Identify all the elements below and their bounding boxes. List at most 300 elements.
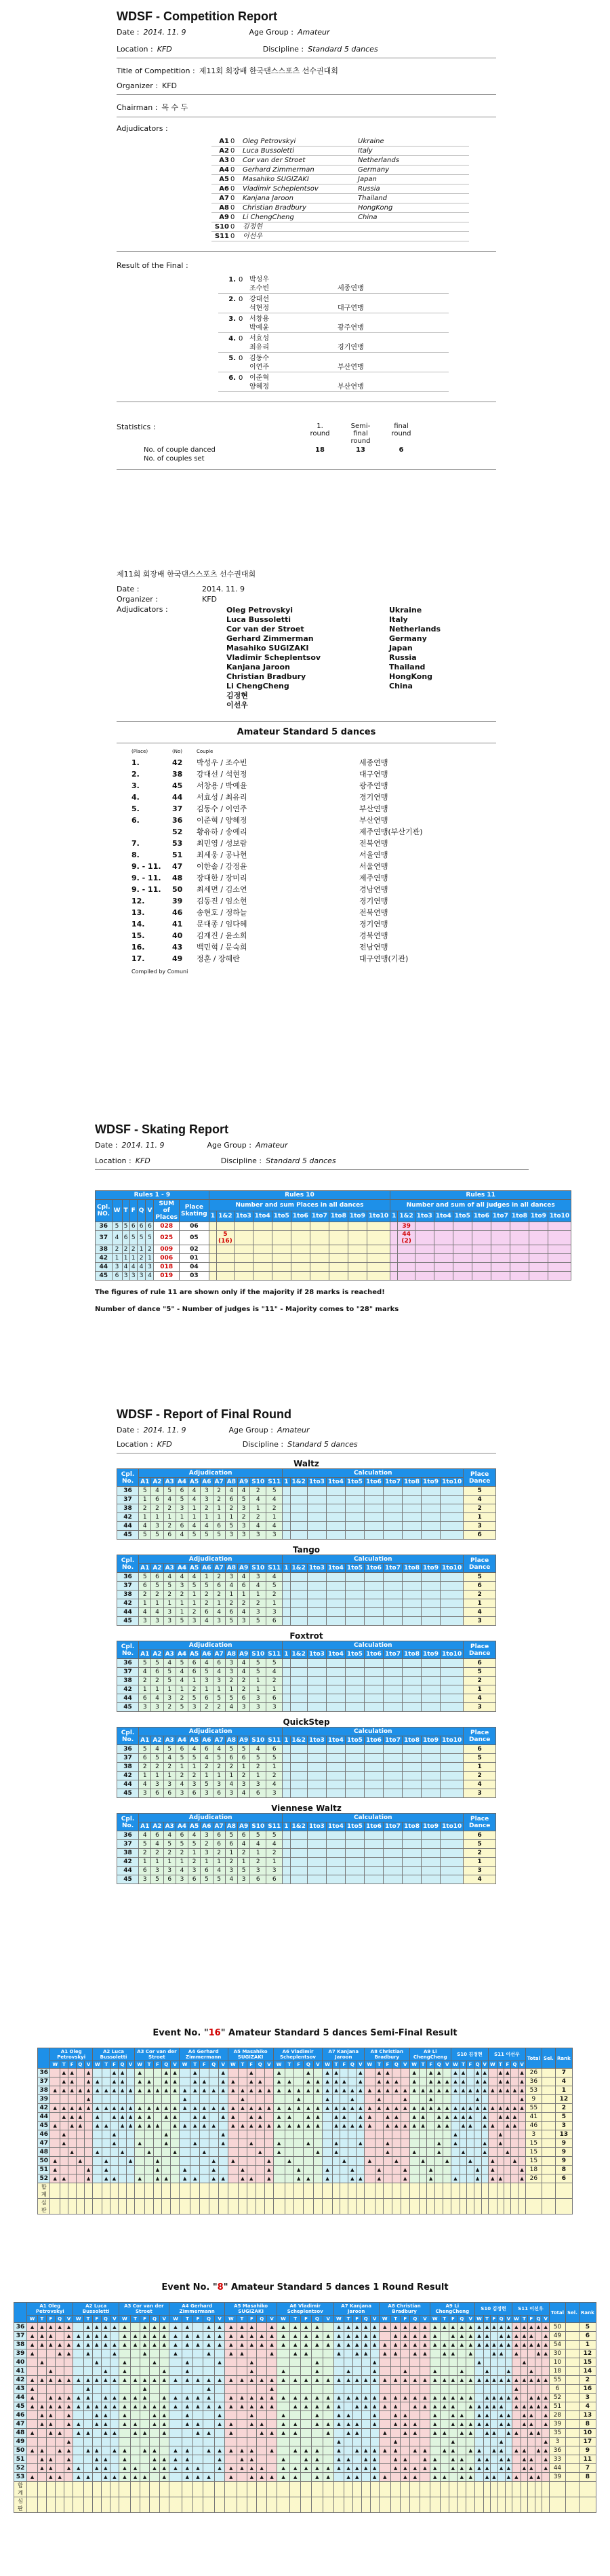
footer-cell [497, 2199, 504, 2214]
h-dance: V [214, 2316, 225, 2323]
judge-mark [357, 2130, 365, 2139]
judge-mark: ▲ [361, 2464, 370, 2473]
r11-cell [453, 1245, 472, 1254]
judge-mark: ▲ [159, 2323, 169, 2332]
dance-row [117, 1694, 496, 1703]
judge-mark: ▲ [273, 2139, 285, 2148]
judge-mark [190, 2166, 200, 2174]
judge-mark [153, 2113, 161, 2122]
judge-mark: ▲ [225, 2464, 237, 2473]
judge-mark [451, 2166, 460, 2174]
judge-mark: ▲ [247, 2174, 256, 2183]
judge-mark: ▲ [379, 2473, 390, 2482]
judge-mark [449, 2367, 458, 2376]
judge-mark [169, 2420, 182, 2429]
judge-mark [150, 2367, 160, 2376]
rl-couple: 백민혁 / 문숙희 [197, 943, 247, 952]
calc-cell [441, 1496, 464, 1504]
judge-mark [179, 2130, 190, 2139]
dance-row [117, 1831, 496, 1840]
r11-cell [510, 1245, 529, 1254]
judge-mark: 1 [163, 1599, 176, 1608]
calc-cell [307, 1840, 326, 1849]
judge-mark: ▲ [392, 2122, 401, 2130]
judge-mark: ▲ [60, 2069, 68, 2077]
r10-cell [209, 1222, 216, 1231]
judge-mark [46, 2358, 55, 2367]
judge-mark [521, 2429, 527, 2438]
judge-mark: ▲ [76, 2122, 84, 2130]
judge-mark: ▲ [169, 2332, 182, 2341]
footer-cell [410, 2497, 420, 2513]
judge-mark: ▲ [466, 2464, 475, 2473]
h-calc-col: 1to4 [326, 1478, 345, 1487]
r11-cell: 39 [398, 1222, 415, 1231]
judge-mark [375, 2130, 384, 2139]
judge-mark: ▲ [209, 2166, 218, 2174]
h-dance: F [192, 2316, 203, 2323]
rl-no: 38 [172, 770, 183, 779]
footer-cell [518, 2183, 525, 2199]
cpl-no: 46 [38, 2130, 50, 2139]
footer-cell [277, 2497, 289, 2513]
footer-cell [301, 2482, 312, 2497]
cpl-no: 37 [117, 1668, 139, 1677]
judge-mark: 3 [237, 1531, 249, 1540]
judge-mark: ▲ [145, 2104, 153, 2113]
calc-cell [326, 1496, 345, 1504]
judge-mark [427, 2113, 435, 2122]
footer-cell [228, 2183, 239, 2199]
judge-mark: 6 [213, 1789, 225, 1798]
r11-cell [453, 1231, 472, 1245]
footer-cell [483, 2482, 490, 2497]
r11-cell: 44 (2) [398, 1231, 415, 1245]
judge-mark: 5 [250, 1754, 266, 1763]
rl-adjudicator-name: Kanjana Jaroon [226, 663, 290, 671]
rl-couple: 최민영 / 성보람 [197, 839, 247, 848]
h-judge: A8 [225, 1822, 237, 1831]
judge-mark [348, 2077, 357, 2086]
cpl-no: 53 [14, 2473, 27, 2482]
judge-mark [118, 2157, 126, 2166]
dance-table [117, 1727, 496, 1798]
place-dance: 5 [464, 1573, 496, 1582]
r11-cell [434, 1272, 453, 1281]
h-cpl-no: Cpl. No. [117, 1641, 139, 1659]
judge-mark: ▲ [449, 2323, 458, 2332]
judge-mark [257, 2358, 267, 2367]
judge-mark [323, 2438, 333, 2446]
adv-row [14, 2402, 596, 2411]
footer-cell [110, 2482, 119, 2497]
judge-mark: ▲ [301, 2455, 312, 2464]
r10-cell [217, 1222, 235, 1231]
rl-no: 43 [172, 943, 183, 952]
result-row [218, 334, 449, 343]
judge-mark [542, 2385, 549, 2394]
dance-place: 3 [122, 1272, 129, 1281]
judge-mark [55, 2332, 64, 2341]
judge-mark: ▲ [512, 2429, 521, 2438]
judge-mark [542, 2358, 549, 2367]
judge-mark: 6 [213, 1582, 225, 1591]
h-judge: A4 [176, 1822, 188, 1831]
calc-cell [383, 1763, 402, 1772]
footer-cell [37, 2482, 46, 2497]
judge-mark [256, 2095, 264, 2104]
calc-cell [383, 1608, 402, 1617]
judge-mark [420, 2411, 430, 2420]
rl-adjudicator-name: Gerhard Zimmerman [226, 634, 314, 643]
judge-mark: 4 [176, 1531, 188, 1540]
adjudicator-name: Oleg Petrovskyi [243, 138, 296, 145]
h-dance: Q [535, 2316, 542, 2323]
judge-mark: 2 [139, 1763, 151, 1772]
dance-row [117, 1608, 496, 1617]
calc-cell [326, 1617, 345, 1626]
rl-club: 세종연맹 [359, 758, 388, 767]
judge-mark: ▲ [483, 2332, 490, 2341]
judge-mark: 1 [266, 1685, 283, 1694]
judge-mark: ▲ [497, 2086, 504, 2095]
judge-mark: 6 [201, 1745, 213, 1754]
footer-cell [162, 2183, 171, 2199]
judge-mark [277, 2349, 289, 2358]
calc-cell [441, 1522, 464, 1531]
judge-mark: 4 [250, 1840, 266, 1849]
judge-mark: ▲ [435, 2113, 443, 2122]
judge-mark [301, 2420, 312, 2429]
judge-mark: ▲ [85, 2069, 93, 2077]
judge-mark: ▲ [505, 2420, 512, 2429]
judge-mark: 1 [188, 1599, 201, 1608]
cpl-no: 38 [117, 1763, 139, 1772]
judge-mark: ▲ [209, 2174, 218, 2183]
judge-mark: ▲ [332, 2077, 340, 2086]
result-num: 0 [239, 315, 243, 323]
judge-mark [162, 2157, 171, 2166]
h-judge: A8 [225, 1564, 237, 1573]
judge-mark: ▲ [228, 2077, 239, 2086]
judge-mark: ▲ [209, 2157, 218, 2166]
judge-mark [313, 2095, 323, 2104]
judge-mark: ▲ [390, 2376, 400, 2385]
calc-cell [421, 1504, 440, 1513]
judge-mark: ▲ [497, 2402, 505, 2411]
judge-mark [190, 2148, 200, 2157]
judge-mark: ▲ [451, 2130, 460, 2139]
judge-mark: ▲ [481, 2069, 488, 2077]
location-label: Location : [117, 45, 153, 54]
footer-cell [256, 2183, 264, 2199]
judge-mark: ▲ [46, 2376, 55, 2385]
judge-mark: ▲ [73, 2464, 84, 2473]
rl-place: 14. [131, 920, 145, 929]
calc-cell [345, 1513, 364, 1522]
adjudicator-mark: 0 [230, 157, 235, 164]
h-r10-col: 1to4 [253, 1211, 272, 1222]
footer-cell [218, 2199, 228, 2214]
h-judge: A1 [139, 1650, 151, 1659]
judge-mark [145, 2139, 153, 2148]
judge-mark: ▲ [521, 2358, 527, 2367]
judge-mark: 4 [139, 1831, 151, 1840]
r11-cell [529, 1222, 548, 1231]
judge-mark [50, 2069, 60, 2077]
h-judge: S11 [266, 1736, 283, 1745]
rank: 4 [579, 2402, 596, 2411]
footer-cell [159, 2497, 169, 2513]
footer-cell [267, 2497, 277, 2513]
judge-mark [401, 2402, 410, 2411]
judge-mark: ▲ [332, 2139, 340, 2148]
adjudicator-mark: 0 [230, 214, 235, 221]
calc-cell [364, 1487, 383, 1496]
judge-mark: ▲ [370, 2455, 379, 2464]
sk-disc: Standard 5 dances [266, 1156, 336, 1165]
adjudicator-mark: 0 [230, 233, 235, 240]
dance-place: 6 [112, 1272, 122, 1281]
cpl-no: 36 [117, 1745, 139, 1754]
judge-mark: ▲ [60, 2113, 68, 2122]
judge-mark: ▲ [50, 2174, 60, 2183]
rl-compiled: Compiled by Comuni [131, 969, 188, 975]
place-dance: 5 [464, 1754, 496, 1763]
judge-mark [55, 2438, 64, 2446]
judge-mark: ▲ [357, 2174, 365, 2183]
judge-mark: ▲ [466, 2420, 475, 2429]
calc-cell [402, 1867, 421, 1875]
calc-cell [364, 1582, 383, 1591]
judge-mark [264, 2139, 273, 2148]
h-dance: Q [435, 2061, 443, 2069]
judge-mark [419, 2174, 427, 2183]
judge-mark [182, 2349, 193, 2358]
r11-cell [548, 1245, 571, 1254]
h-judge: S10 [250, 1478, 266, 1487]
judge-mark [518, 2148, 525, 2157]
judge-mark: ▲ [237, 2341, 247, 2349]
rank: 12 [555, 2095, 572, 2104]
judge-mark: ▲ [110, 2429, 119, 2438]
h-dance: F [129, 1200, 137, 1222]
result-club [338, 275, 405, 284]
judge-mark [159, 2349, 169, 2358]
judge-mark: ▲ [528, 2376, 535, 2385]
judge-mark: 4 [151, 1840, 163, 1849]
dance-place: 2 [112, 1245, 122, 1254]
rl-couple: 서효성 / 최유리 [197, 793, 247, 802]
h-calculation: Calculation [283, 1641, 464, 1650]
h-r10-col: 1to8 [329, 1211, 348, 1222]
h-dance: T [390, 2316, 400, 2323]
judge-mark: ▲ [182, 2332, 193, 2341]
judge-mark [467, 2174, 474, 2183]
judge-mark: ▲ [535, 2376, 542, 2385]
judge-mark: 3 [225, 1573, 237, 1582]
judge-mark: ▲ [46, 2367, 55, 2376]
judge-mark [247, 2429, 256, 2438]
judge-mark: ▲ [247, 2376, 256, 2385]
h-calc-col: 1to5 [345, 1736, 364, 1745]
judge-mark [239, 2113, 247, 2122]
sel [566, 2464, 580, 2473]
footer-cell [101, 2497, 110, 2513]
h-judge: S10 [250, 1564, 266, 1573]
judge-mark [491, 2455, 497, 2464]
judge-mark: ▲ [512, 2323, 521, 2332]
judge-mark [171, 2166, 180, 2174]
sel [542, 2166, 555, 2174]
judge-mark: ▲ [491, 2429, 497, 2438]
cpl-no: 44 [96, 1263, 113, 1272]
h-judge: S11 [266, 1822, 283, 1831]
organizer-value: KFD [162, 81, 178, 90]
h-dance: F [247, 2316, 256, 2323]
calc-cell [326, 1772, 345, 1780]
footer-cell [323, 2199, 332, 2214]
footer-cell [504, 2183, 511, 2199]
judge-mark: ▲ [497, 2464, 505, 2473]
judge-mark: ▲ [247, 2464, 256, 2473]
rl-rows [131, 757, 496, 964]
judge-mark: ▲ [150, 2332, 160, 2341]
judge-mark [264, 2130, 273, 2139]
rank: 1 [579, 2341, 596, 2349]
footer-cell [497, 2482, 505, 2497]
judge-mark [409, 2166, 419, 2174]
judge-mark: ▲ [256, 2122, 264, 2130]
judge-mark: 1 [163, 1858, 176, 1867]
judge-mark: ▲ [209, 2122, 218, 2130]
result-club [338, 374, 405, 383]
r11-cell [510, 1254, 529, 1263]
judge-mark [37, 2394, 46, 2402]
footer-cell [379, 2497, 390, 2513]
dance-row [117, 1668, 496, 1677]
judge-mark [273, 2130, 285, 2139]
cpl-no: 47 [14, 2420, 27, 2429]
judge-mark: ▲ [521, 2411, 527, 2420]
judge-mark: ▲ [304, 2069, 314, 2077]
judge-mark [294, 2139, 304, 2148]
calc-cell [421, 1659, 440, 1668]
judge-mark: 4 [201, 1522, 213, 1531]
judge-mark [285, 2166, 294, 2174]
judge-mark: ▲ [46, 2420, 55, 2429]
rl-date: 2014. 11. 9 [202, 585, 245, 593]
judge-mark [458, 2358, 466, 2367]
rank: 2 [555, 2104, 572, 2113]
judge-mark [365, 2069, 375, 2077]
judge-mark: 2 [201, 1504, 213, 1513]
rl-couple: 문대종 / 임다혜 [197, 920, 247, 929]
footer-cell [435, 2183, 443, 2199]
judge-mark: 2 [139, 1504, 151, 1513]
calc-cell [402, 1582, 421, 1591]
h-judge: S10 [250, 1650, 266, 1659]
h-calc-col: 1 [283, 1478, 290, 1487]
judge-mark [357, 2166, 365, 2174]
judge-mark: ▲ [76, 2113, 84, 2122]
result-row [218, 315, 449, 324]
h-dance: F [294, 2061, 304, 2069]
judge-mark: ▲ [150, 2376, 160, 2385]
judge-mark: ▲ [64, 2411, 73, 2420]
h-place-dance: Place Dance [464, 1469, 496, 1487]
judge-mark: ▲ [214, 2332, 225, 2341]
judge-mark [497, 2429, 505, 2438]
judge-mark: ▲ [131, 2341, 140, 2349]
calc-cell [383, 1849, 402, 1858]
cpl-no: 38 [117, 1504, 139, 1513]
judge-mark [311, 2429, 323, 2438]
judge-mark: 1 [188, 1591, 201, 1599]
judge-mark: ▲ [169, 2341, 182, 2349]
judge-mark: ▲ [267, 2429, 277, 2438]
judge-mark: ▲ [150, 2446, 160, 2455]
sk-date: 2014. 11. 9 [121, 1141, 165, 1150]
h-dance: W [73, 2316, 84, 2323]
r10-cell [209, 1272, 216, 1281]
rl-place: 17. [131, 954, 145, 963]
judge-mark: 3 [151, 1867, 163, 1875]
judge-mark [73, 2367, 84, 2376]
result-club: 세종연맹 [338, 285, 364, 292]
footer-cell [285, 2183, 294, 2199]
h-r11-col: 1to4 [434, 1211, 453, 1222]
judge-mark [285, 2130, 294, 2139]
judge-mark: ▲ [390, 2332, 400, 2341]
h-dance: T [497, 2061, 504, 2069]
footer-cell [542, 2482, 549, 2497]
judge-mark: 1 [176, 1858, 188, 1867]
rl-adjudicator-row [226, 691, 496, 701]
judge-mark [370, 2349, 379, 2358]
judge-mark [323, 2122, 332, 2130]
judge-mark: ▲ [401, 2420, 410, 2429]
calc-cell [441, 1763, 464, 1772]
judge-mark: ▲ [277, 2341, 289, 2349]
calc-cell [307, 1608, 326, 1617]
judge-mark [237, 2438, 247, 2446]
judge-mark: ▲ [419, 2113, 427, 2122]
judge-mark: 2 [201, 1599, 213, 1608]
judge-mark: 2 [163, 1763, 176, 1772]
calc-cell [345, 1745, 364, 1754]
dance-place: 2 [122, 1245, 129, 1254]
rl-adjudicator-row [226, 615, 496, 625]
judge-mark [294, 2130, 304, 2139]
judge-mark: ▲ [344, 2367, 353, 2376]
h-dance: F [247, 2061, 256, 2069]
h-judge: A7 [213, 1650, 225, 1659]
h-rules: Rules 1 - 9 [96, 1191, 209, 1200]
judge-mark: ▲ [301, 2349, 312, 2358]
judge-mark: ▲ [162, 2086, 171, 2095]
calc-cell [383, 1789, 402, 1798]
title-comp-label: Title of Competition : [117, 66, 195, 75]
judge-mark [239, 2069, 247, 2077]
judge-mark: 5 [151, 1531, 163, 1540]
footer-cell [460, 2183, 466, 2199]
rl-no: 44 [172, 793, 183, 802]
footer-cell [542, 2497, 549, 2513]
sel [542, 2095, 555, 2104]
judge-mark [451, 2148, 460, 2157]
judge-mark: ▲ [410, 2429, 420, 2438]
